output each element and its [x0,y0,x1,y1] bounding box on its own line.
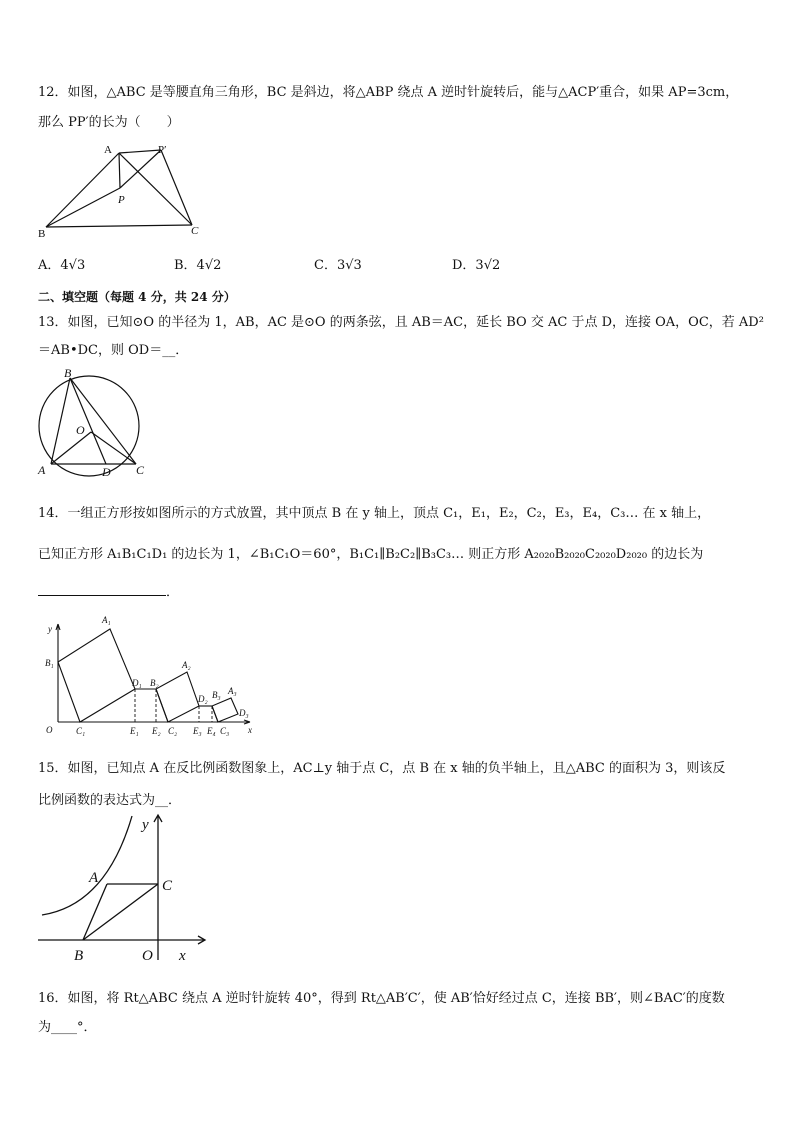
q12-stem-line2: 那么 PP′的长为（ ） [38,115,180,130]
q12-option-d[interactable]: D．3√2 [452,258,501,273]
q14-label-e1: E₁ [130,726,139,736]
q13-label-o: O [76,423,85,437]
q14-answer-row [38,584,179,602]
q14-label-a3: A₃ [228,686,237,696]
q13-label-d: D [102,465,111,479]
q15-stem-line2: 比例函数的表达式为__． [38,793,182,808]
q14-label-b2: B₂ [150,678,159,688]
q14-label-e3: E₃ [193,726,202,736]
q14-label-c2: C₂ [168,726,178,736]
q15-label-y: y [142,817,149,833]
q15-stem-line1: 15．如图，已知点 A 在反比例函数图象上，AC⊥y 轴于点 C，点 B 在 x 轴的负半轴上，且△ABC 的面积为 3，则该反 [38,761,726,776]
q13-label-b: B [64,366,72,380]
q15-label-b: B [74,948,84,964]
q14-squares-figure [40,612,265,740]
q14-label-c1: C₁ [76,726,86,736]
q14-label-c3: C₃ [220,726,230,736]
q15-label-o: O [142,948,153,964]
q14-label-e4: E₄ [207,726,216,736]
q12-stem-line1: 12．如图，△ABC 是等腰直角三角形，BC 是斜边，将△ABP 绕点 A 逆时针旋转后，能与△ACP′重合，如果 AP=3cm， [38,85,739,100]
q14-answer-period: ． [166,585,180,600]
q14-label-y: y [48,624,52,634]
q14-label-b1: B₁ [45,658,54,668]
q12-option-c[interactable]: C．3√3 [314,258,362,273]
q13-label-c: C [136,463,145,477]
q12-option-a[interactable]: A．4√3 [38,258,86,273]
q14-label-d1: D₁ [132,678,142,688]
q15-label-c: C [162,878,173,894]
q16-stem-line1: 16．如图，将 Rt△ABC 绕点 A 逆时针旋转 40°，得到 Rt△AB′C′，使 AB′恰好经过点 C，连接 BB′，则∠BAC′的度数 [38,991,725,1006]
q14-stem-line2: 已知正方形 A₁B₁C₁D₁ 的边长为 1，∠B₁C₁O＝60°，B₁C₁∥B₂C₂∥B₃C₃… 则正方形 A₂₀₂₀B₂₀₂₀C₂₀₂₀D₂₀₂₀ 的边长为 [38,547,704,562]
q14-answer-blank[interactable] [38,595,166,596]
q12-label-c: C [191,225,199,237]
q12-label-p: P [118,194,125,206]
q14-label-a1: A₁ [102,615,111,625]
q13-label-a: A [38,463,46,477]
q14-label-e2: E₂ [152,726,161,736]
q14-label-d2: D₂ [198,694,208,704]
q14-label-x: x [248,725,252,735]
q12-label-p-prime: P′ [158,144,167,156]
q12-label-b: B [38,228,46,240]
q15-label-x: x [179,948,186,964]
q14-stem-line1: 14．一组正方形按如图所示的方式放置，其中顶点 B 在 y 轴上，顶点 C₁，E₁，E₂，C₂，E₃，E₄，C₃… 在 x 轴上， [38,506,711,521]
q15-label-a: A [89,870,99,886]
section-heading: 二、填空题（每题 4 分，共 24 分） [38,290,236,304]
q13-stem-line1: 13．如图，已知⊙O 的半径为 1，AB，AC 是⊙O 的两条弦，且 AB＝AC，延长 BO 交 AC 于点 D，连接 OA，OC，若 AD² [38,315,764,330]
q12-label-a: A [104,144,112,156]
q12-option-b[interactable]: B．4√2 [174,258,222,273]
q15-hyperbola-figure [36,810,211,965]
q16-stem-line2: 为____°． [38,1020,97,1035]
q14-label-d3: D₃ [239,708,249,718]
q13-stem-line2: ＝AB•DC，则 OD＝__． [38,343,189,358]
q12-triangle-figure [36,140,216,240]
q14-label-a2: A₂ [182,660,191,670]
q13-circle-figure [34,364,154,479]
q14-label-o: O [46,725,53,735]
q14-label-b3: B₃ [212,690,221,700]
